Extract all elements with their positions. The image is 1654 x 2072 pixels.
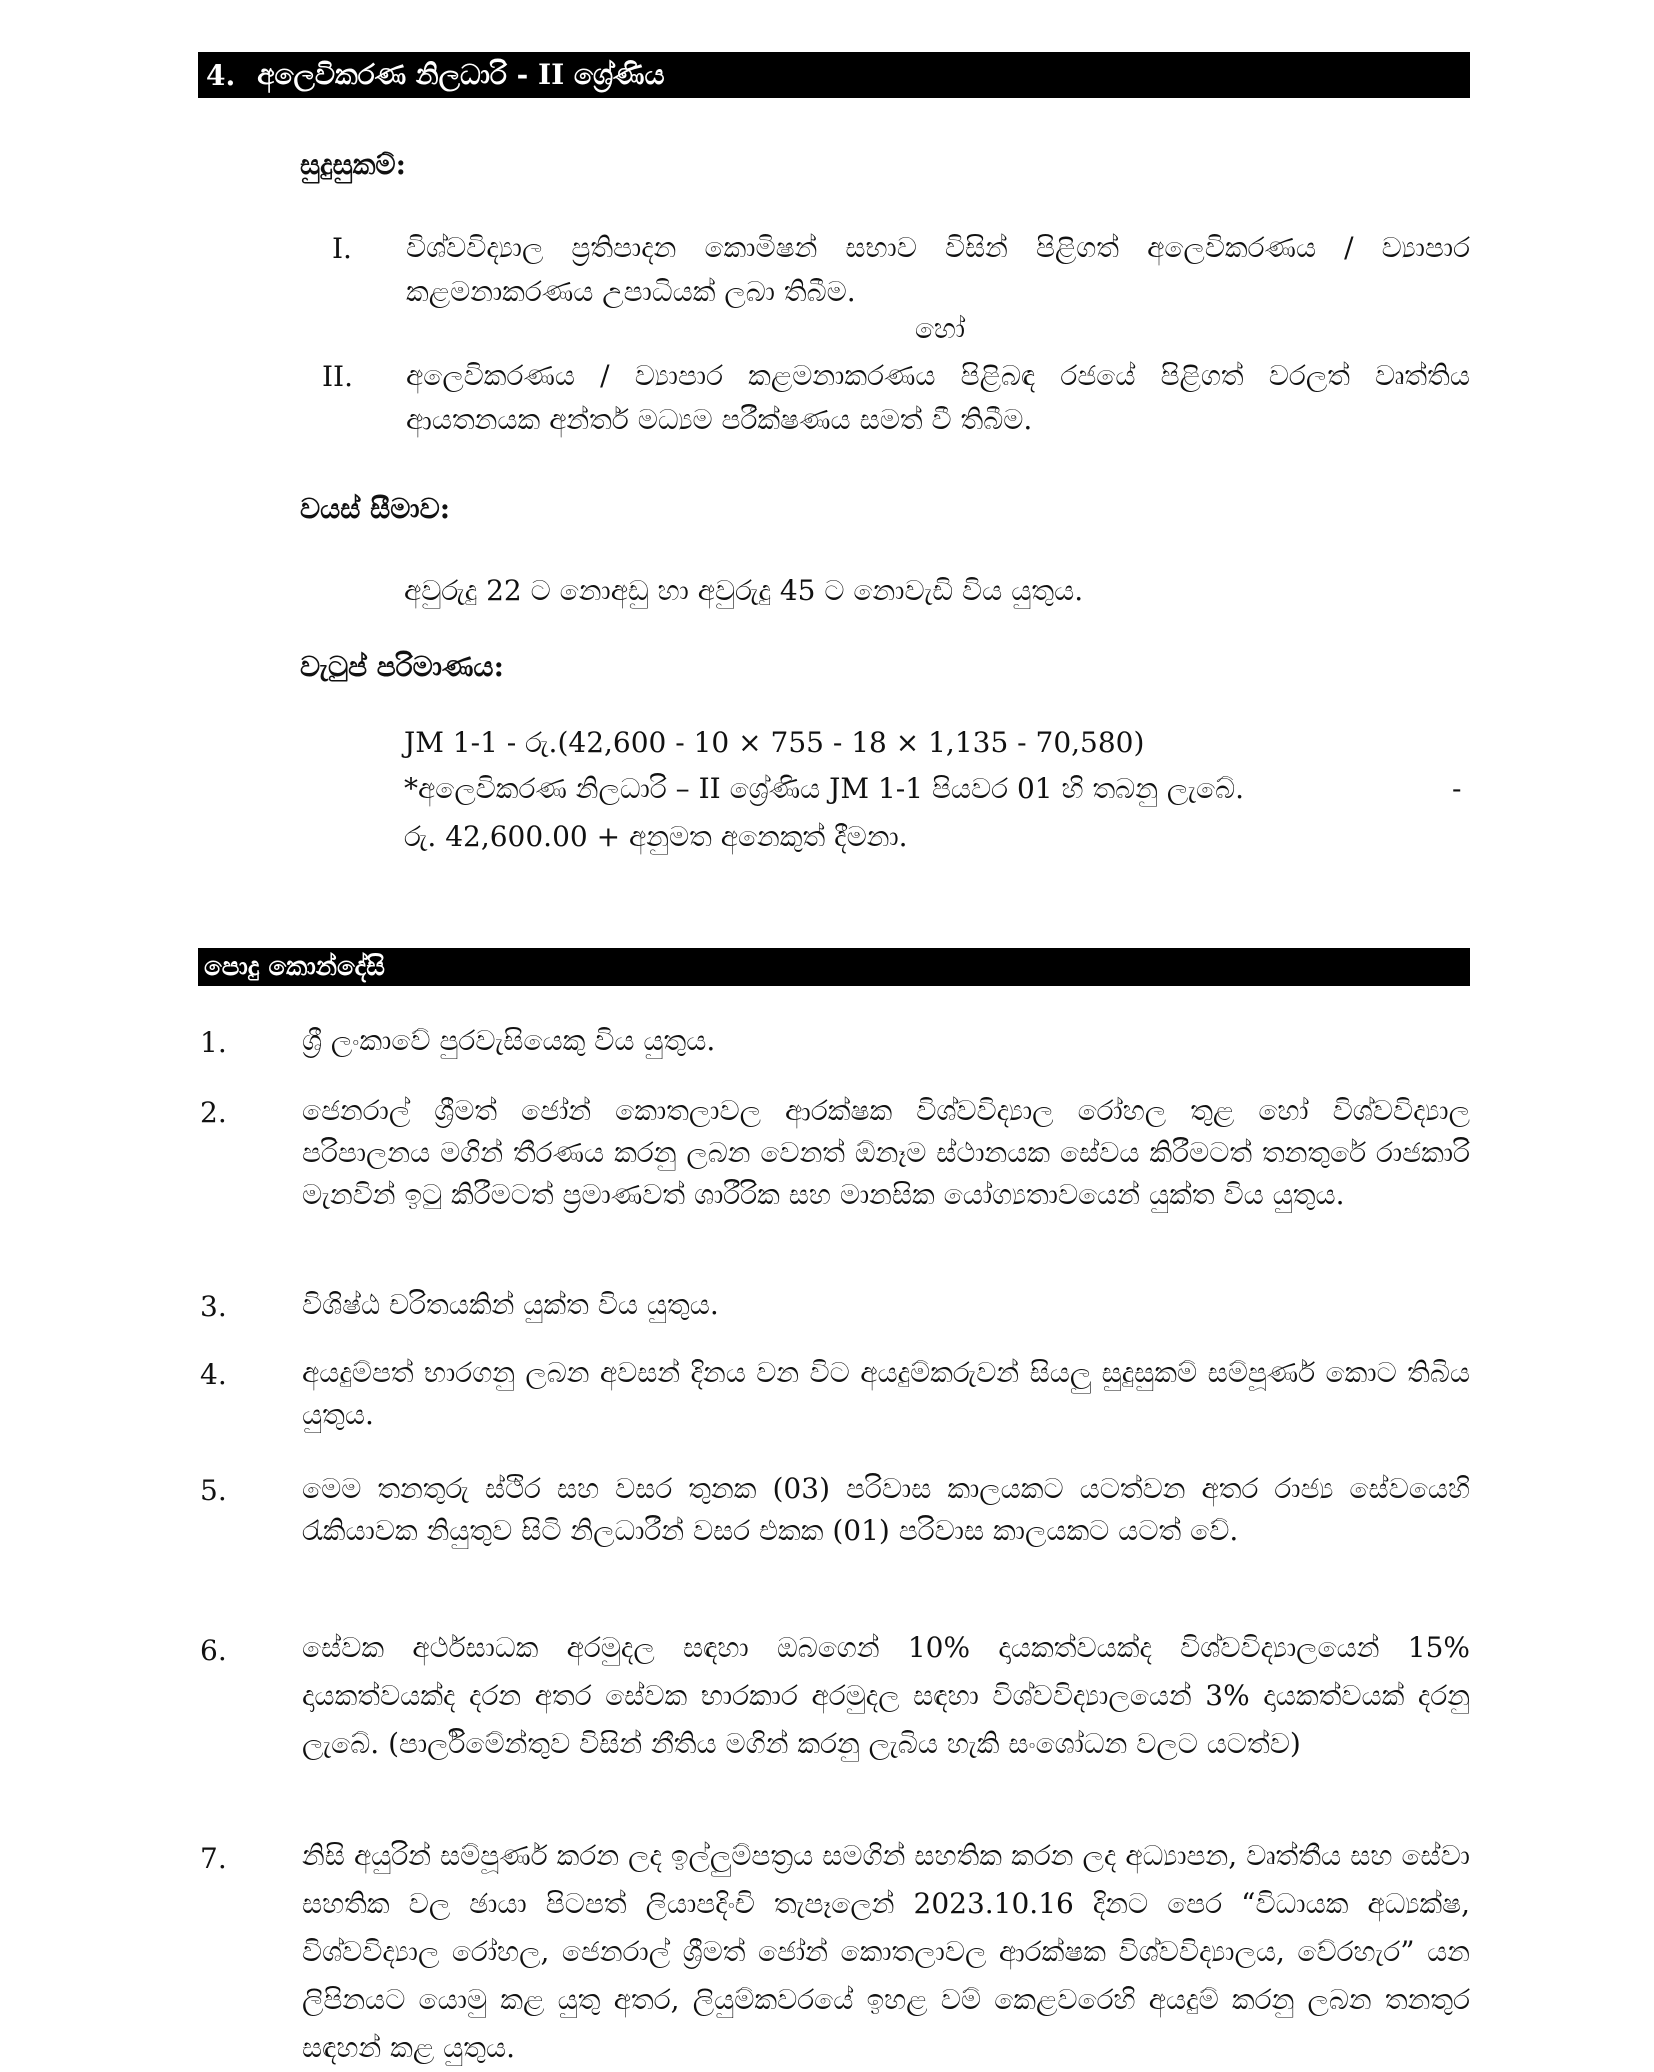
condition-4-number: 4. <box>200 1358 227 1391</box>
condition-2-text: ජෙනරාල් ශ්‍රීමත් ජෝන් කොතලාවල ආරක්ෂක විශ්වවිද්‍යාල රෝහල තුළ හෝ විශ්වවිද්‍යාල පරිපාලනය මගින් තීරණය කරනු ලබන වෙනත් ඕනෑම ස්ථානයක සේවය කිරීමටත් තනතුරේ රාජකාරි මැනවින් ඉටු කිරීමටත් ප්‍රමාණවත් ශාරීරික සහ මානසික යෝග්‍යතාවයෙන් යුක්ත විය යුතුය. <box>302 1094 1470 1211</box>
condition-6-text: සේවක අර්ථසාධක අරමුදල සඳහා ඔබගෙන් 10% දායකත්වයක්ද විශ්වවිද්‍යාලයෙන් 15% දායකත්වයක්ද දරන අතර සේවක භාරකාර අරමුදල සඳහා විශ්වවිද්‍යාලයෙන් 3% දායකත්වයක් දරනු ලැබේ. (පාර්ලිමේන්තුව විසින් නීතිය මගින් කරනු ලැබිය හැකි සංශෝධන වලට යටත්ව) <box>302 1631 1470 1760</box>
salary-heading: වැටුප් පරිමාණය: <box>300 650 504 683</box>
general-conditions-title: පොදු කොන්දේසි <box>204 951 385 982</box>
qualification-1-text: විශ්වවිද්‍යාල ප්‍රතිපාදන කොමිෂන් සභාව විසින් පිළිගත් අලෙවිකරණය / ව්‍යාපාර කළමනාකරණය උපාධියක් ලබා තිබීම. <box>406 231 1470 308</box>
section-4-header <box>198 52 1470 98</box>
salary-scale-line: JM 1-1 - රු.(42,600 - 10 × 755 - 18 × 1,135 - 70,580) <box>404 726 1145 759</box>
section-title: අලෙවිකරණ නිලධාරි - II ශ්‍රේණිය <box>257 58 665 91</box>
condition-5-number: 5. <box>200 1474 227 1507</box>
section-number: 4. <box>206 58 236 92</box>
condition-3-number: 3. <box>200 1290 227 1323</box>
salary-dash: - <box>1452 772 1462 805</box>
age-limit-heading: වයස් සීමාව: <box>300 492 451 525</box>
qualification-2-text: අලෙවිකරණය / ව්‍යාපාර කළමනාකරණය පිළිබඳ රජයේ පිළිගත් වරලත් වෘත්තිය ආයතනයක අන්තර් මධ්‍යම පරීක්ෂණය සමත් වී තිබීම. <box>406 359 1470 436</box>
condition-7-text: නිසි අයුරින් සම්පූර්ණ කරන ලද ඉල්ලුම්පත්‍රය සමගින් සහතික කරන ලද අධ්‍යාපන, වෘත්තීය සහ සේවා සහතික වල ඡායා පිටපත් ලියාපදිංචි තැපෑලෙන් 2023.10.16 දිනට පෙර “විධායක අධ්‍යක්ෂ, විශ්වවිද්‍යාල රෝහල, ජෙනරාල් ශ්‍රීමත් ජෝන් කොතලාවල ආරක්ෂක විශ්වවිද්‍යාලය, වේරහැර” යන ලිපිනයට යොමු කළ යුතු අතර, ලියුම්කවරයේ ඉහළ වම් කෙළවරෙහි අයදුම් කරනු ලබන තනතුර සඳහන් කළ යුතුය. <box>302 1839 1470 2064</box>
or-text: හෝ <box>914 312 966 345</box>
condition-4-text: අයදුම්පත් භාරගනු ලබන අවසන් දිනය වන විට අයදුම්කරුවන් සියලු සුදුසුකම් සම්පූර්ණ කොට තිබිය යුතුය. <box>302 1356 1470 1431</box>
salary-amount-line: රු. 42,600.00 + අනුමත අනෙකුත් දීමනා. <box>404 820 908 853</box>
condition-7-number: 7. <box>200 1842 227 1875</box>
general-conditions-header <box>198 948 1470 986</box>
qualification-1-label: I. <box>332 232 352 265</box>
age-limit-text: අවුරුදු 22 ට නොඅඩු හා අවුරුදු 45 ට නොවැඩි විය යුතුය. <box>404 574 1084 607</box>
condition-1-number: 1. <box>200 1026 227 1059</box>
condition-2-number: 2. <box>200 1096 227 1129</box>
salary-step-line: *අලෙවිකරණ නිලධාරි – II ශ්‍රේණිය JM 1-1 පියවර 01 හි තබනු ලැබේ. <box>404 772 1245 805</box>
qualification-2-label: II. <box>322 360 354 393</box>
condition-6-number: 6. <box>200 1634 227 1667</box>
condition-1-text: ශ්‍රී ලංකාවේ පුරවැසියෙකු විය යුතුය. <box>302 1024 716 1057</box>
condition-5-text: මෙම තනතුරු ස්ථිර සහ වසර තුනක (03) පරිවාස කාලයකට යටත්වන අතර රාජ්‍ය සේවයෙහි රැකියාවක නියුතුව සිටි නිලධාරීන් වසර එකක (01) පරිවාස කාලයකට යටත් වේ. <box>302 1472 1470 1547</box>
qualifications-heading: සුදුසුකම්: <box>300 148 406 181</box>
condition-3-text: විශිෂ්ඨ චරිතයකින් යුක්ත විය යුතුය. <box>302 1288 719 1321</box>
